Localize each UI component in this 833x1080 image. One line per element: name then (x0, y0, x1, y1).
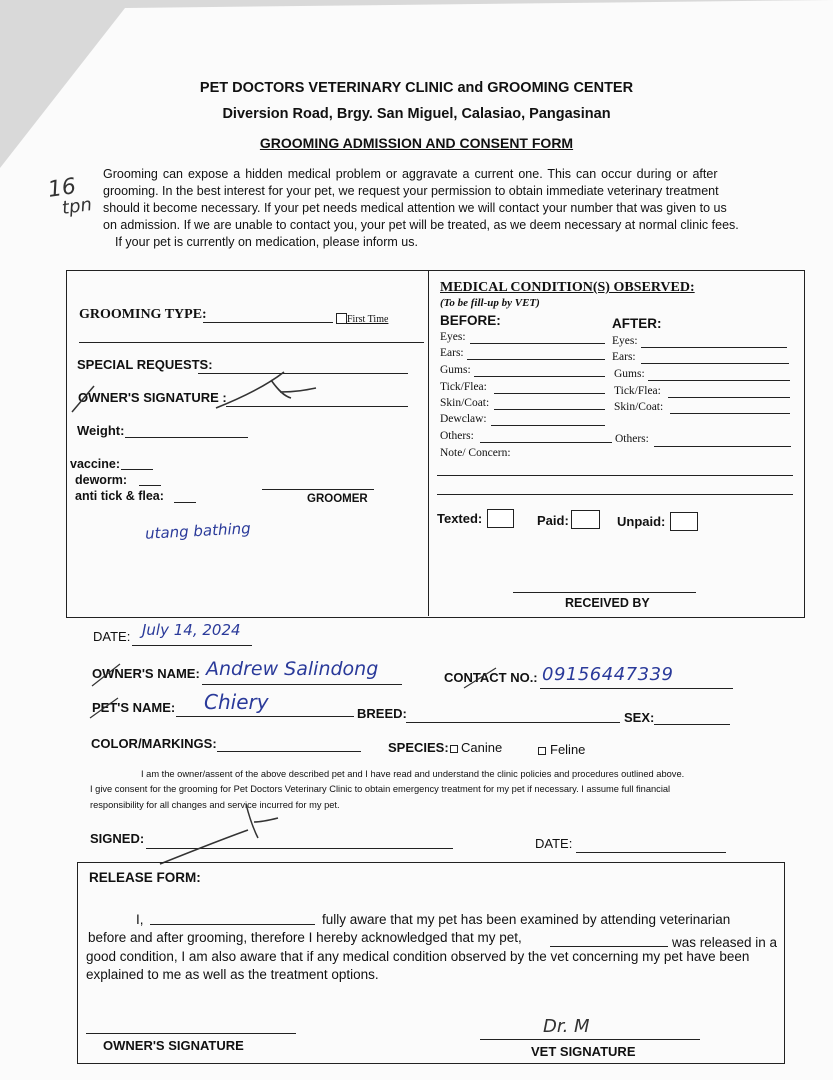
species-label: SPECIES: (388, 740, 449, 755)
vaccine-field[interactable] (121, 469, 153, 470)
owner-name-value: Andrew Salindong (206, 658, 379, 680)
margin-note: 16 (46, 174, 78, 203)
release-title: RELEASE FORM: (89, 870, 201, 885)
received-by-label: RECEIVED BY (565, 596, 650, 610)
before-skincoat-field[interactable] (494, 409, 605, 410)
vet-initials: Dr. M (543, 1016, 590, 1037)
grooming-type-field[interactable] (203, 322, 333, 323)
first-time-label: First Time (347, 314, 389, 325)
sex-label: SEX: (624, 710, 655, 725)
sex-field[interactable] (654, 724, 730, 725)
contact-label: CONTACT NO.: (444, 670, 538, 685)
breed-label: BREED: (357, 706, 407, 721)
contact-strike-strokes (462, 664, 506, 690)
before-gums-label: Gums: (440, 364, 471, 376)
texted-label: Texted: (437, 511, 483, 526)
weight-label: Weight: (77, 423, 125, 438)
signed-signature-strokes (150, 800, 300, 870)
color-markings-field[interactable] (217, 751, 361, 752)
after-eyes-field[interactable] (641, 347, 787, 348)
handwritten-note: utang bathing (144, 519, 252, 543)
medical-subtitle: (To be fill-up by VET) (440, 297, 540, 309)
release-line4: explained to me as well as the treatment options. (86, 967, 379, 982)
weight-field[interactable] (125, 437, 248, 438)
release-line2-a: before and after grooming, therefore I hereby acknowledged that my pet, (88, 930, 522, 945)
grooming-type-field-2[interactable] (79, 342, 424, 343)
clinic-address: Diversion Road, Brgy. San Miguel, Calasiao, Pangasinan (222, 106, 611, 122)
grooming-type-label: GROOMING TYPE: (79, 307, 207, 322)
owner-signature-label: OWNER'S SIGNATURE : (78, 390, 227, 405)
consent-line: I give consent for the grooming for Pet Doctors Veterinary Clinic to obtain emergency treatment for my pet if necessary. I assume full financial (90, 784, 671, 794)
owner-strike-strokes (90, 660, 130, 688)
consent-line: responsibility for all changes and service incurred for my pet. (90, 800, 340, 810)
owner-signature-strokes (66, 368, 326, 418)
unpaid-checkbox[interactable] (670, 512, 698, 531)
note-concern-field-2[interactable] (437, 494, 793, 495)
contact-field[interactable] (540, 688, 733, 689)
pet-strike-strokes (88, 694, 124, 720)
after-ears-label: Ears: (612, 351, 636, 363)
medical-title: MEDICAL CONDITION(S) OBSERVED: (440, 280, 695, 295)
before-tickflea-field[interactable] (494, 393, 605, 394)
release-line1-a: I, (136, 912, 144, 927)
after-ears-field[interactable] (641, 363, 789, 364)
date-value: July 14, 2024 (142, 621, 241, 639)
release-pet-field[interactable] (550, 946, 668, 947)
canine-label: Canine (461, 740, 503, 755)
section-divider (428, 271, 429, 616)
intro-line: Grooming can expose a hidden medical problem or aggravate a current one. This can occur during or after (103, 167, 718, 181)
canine-checkbox[interactable] (450, 745, 458, 753)
release-line2-b: was released in a (672, 935, 778, 950)
consent-line: I am the owner/assent of the above described pet and I have read and understand the clinic policies and procedures outlined above. (141, 769, 685, 779)
note-concern-label: Note/ Concern: (440, 447, 511, 459)
after-skincoat-field[interactable] (670, 413, 790, 414)
unpaid-label: Unpaid: (617, 514, 666, 529)
after-gums-label: Gums: (614, 368, 645, 380)
vet-signature-label: VET SIGNATURE (531, 1044, 636, 1059)
color-markings-label: COLOR/MARKINGS: (91, 736, 217, 751)
before-dewclaw-label: Dewclaw: (440, 413, 487, 425)
deworm-label: deworm: (75, 473, 128, 487)
breed-field[interactable] (406, 722, 620, 723)
release-line1-b: fully aware that my pet has been examined by attending veterinarian (322, 912, 731, 927)
after-skincoat-label: Skin/Coat: (614, 401, 664, 413)
before-eyes-field[interactable] (470, 343, 605, 344)
form-title: GROOMING ADMISSION AND CONSENT FORM (259, 135, 574, 151)
release-owner-signature-field[interactable] (86, 1033, 296, 1034)
before-ears-label: Ears: (440, 347, 464, 359)
paid-checkbox[interactable] (571, 510, 600, 529)
before-skincoat-label: Skin/Coat: (440, 397, 490, 409)
after-eyes-label: Eyes: (612, 335, 638, 347)
consent-date-field[interactable] (576, 852, 726, 853)
release-name-field[interactable] (150, 924, 315, 925)
received-by-field[interactable] (513, 592, 696, 593)
vaccine-label: vaccine: (70, 457, 121, 471)
after-label: AFTER: (612, 316, 662, 331)
anti-tick-label: anti tick & flea: (75, 489, 164, 503)
release-owner-signature-label: OWNER'S SIGNATURE (103, 1038, 244, 1053)
groomer-label: GROOMER (307, 493, 368, 505)
after-others-field[interactable] (654, 446, 791, 447)
before-gums-field[interactable] (474, 376, 605, 377)
deworm-field[interactable] (139, 485, 161, 486)
vet-signature-field[interactable] (480, 1039, 700, 1040)
special-requests-label: SPECIAL REQUESTS: (77, 357, 213, 372)
after-others-label: Others: (615, 433, 649, 445)
note-concern-field[interactable] (437, 475, 793, 476)
consent-date-label: DATE: (535, 836, 573, 851)
before-ears-field[interactable] (467, 359, 605, 360)
after-gums-field[interactable] (648, 380, 790, 381)
release-line3: good condition, I am also aware that if any medical condition observed by the vet concerning my pet have been (86, 949, 750, 964)
owner-name-field[interactable] (202, 684, 402, 685)
intro-line: on admission. If we are unable to contact you, your pet will be treated, as we deem necessary at normal clinic fees. (103, 218, 739, 232)
before-eyes-label: Eyes: (440, 331, 466, 343)
after-tickflea-label: Tick/Flea: (614, 385, 661, 397)
clinic-name: PET DOCTORS VETERINARY CLINIC and GROOMING CENTER (199, 80, 634, 96)
owner-name-label: OWNER'S NAME: (92, 666, 200, 681)
groomer-signature-field[interactable] (262, 489, 374, 490)
intro-line: If your pet is currently on medication, please inform us. (115, 235, 418, 249)
intro-line: should it become necessary. If your pet needs medical attention we will contact your number that was given to us (103, 201, 727, 215)
pet-name-field[interactable] (176, 716, 354, 717)
anti-tick-field[interactable] (174, 502, 196, 503)
date-field[interactable] (132, 645, 252, 646)
intro-line: grooming. In the best interest for your pet, we request your permission to obtain immediate veterinary treatment (103, 184, 719, 198)
before-tickflea-label: Tick/Flea: (440, 381, 487, 393)
paid-label: Paid: (537, 513, 569, 528)
date-label: DATE: (93, 629, 131, 644)
after-tickflea-field[interactable] (668, 397, 790, 398)
signed-label: SIGNED: (90, 831, 145, 846)
before-label: BEFORE: (440, 313, 501, 328)
contact-value: 09156447339 (542, 664, 674, 685)
margin-note: tpn (60, 194, 94, 219)
pet-name-label: PET'S NAME: (92, 700, 176, 715)
first-time-checkbox[interactable] (336, 313, 347, 324)
before-dewclaw-field[interactable] (491, 425, 605, 426)
before-others-field[interactable] (480, 442, 612, 443)
before-others-label: Others: (440, 430, 474, 442)
texted-checkbox[interactable] (487, 509, 514, 528)
feline-label: Feline (550, 742, 586, 757)
pet-name-value: Chiery (204, 690, 269, 714)
feline-checkbox[interactable] (538, 747, 546, 755)
